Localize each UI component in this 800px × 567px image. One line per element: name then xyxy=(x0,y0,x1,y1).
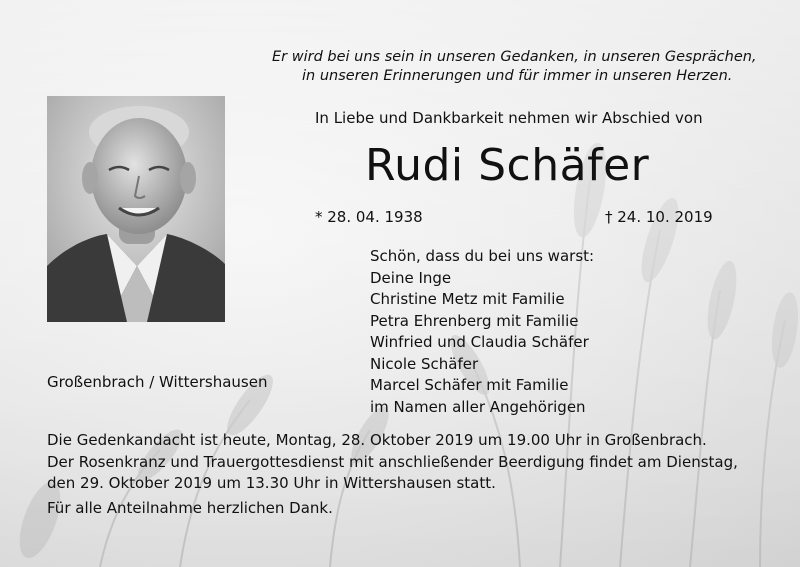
mourner-item: Winfried und Claudia Schäfer xyxy=(370,333,589,351)
mourner-item: Christine Metz mit Familie xyxy=(370,290,565,308)
farewell-intro: In Liebe und Dankbarkeit nehmen wir Abschied von xyxy=(315,109,703,127)
service-line: den 29. Oktober 2019 um 13.30 Uhr in Wittershausen statt. xyxy=(47,474,496,492)
quote-line-2: in unseren Erinnerungen und für immer in unseren Herzen. xyxy=(302,68,733,84)
thanks-line: Für alle Anteilnahme herzlichen Dank. xyxy=(47,499,333,517)
quote-line-1: Er wird bei uns sein in unseren Gedanken, in unseren Gesprächen, xyxy=(272,49,757,65)
portrait-photo xyxy=(47,96,225,322)
mourner-item: Deine Inge xyxy=(370,268,452,287)
mourner-item: Marcel Schäfer mit Familie xyxy=(370,376,569,394)
location: Großenbrach / Wittershausen xyxy=(47,373,268,391)
death-date: † 24. 10. 2019 xyxy=(605,208,713,226)
deceased-name: Rudi Schäfer xyxy=(365,140,650,191)
service-line: Der Rosenkranz und Trauergottesdienst mit anschließender Beerdigung findet am Dienstag, xyxy=(47,452,738,471)
mourners-list xyxy=(370,246,594,418)
service-info xyxy=(47,430,738,495)
mourner-item: Petra Ehrenberg mit Familie xyxy=(370,311,579,330)
mourner-item: Nicole Schäfer xyxy=(370,354,479,373)
mourner-item: im Namen aller Angehörigen xyxy=(370,397,586,416)
service-line: Die Gedenkandacht ist heute, Montag, 28. Oktober 2019 um 19.00 Uhr in Großenbrach. xyxy=(47,431,707,449)
birth-date: * 28. 04. 1938 xyxy=(315,208,423,226)
mourners-heading: Schön, dass du bei uns warst: xyxy=(370,247,595,265)
